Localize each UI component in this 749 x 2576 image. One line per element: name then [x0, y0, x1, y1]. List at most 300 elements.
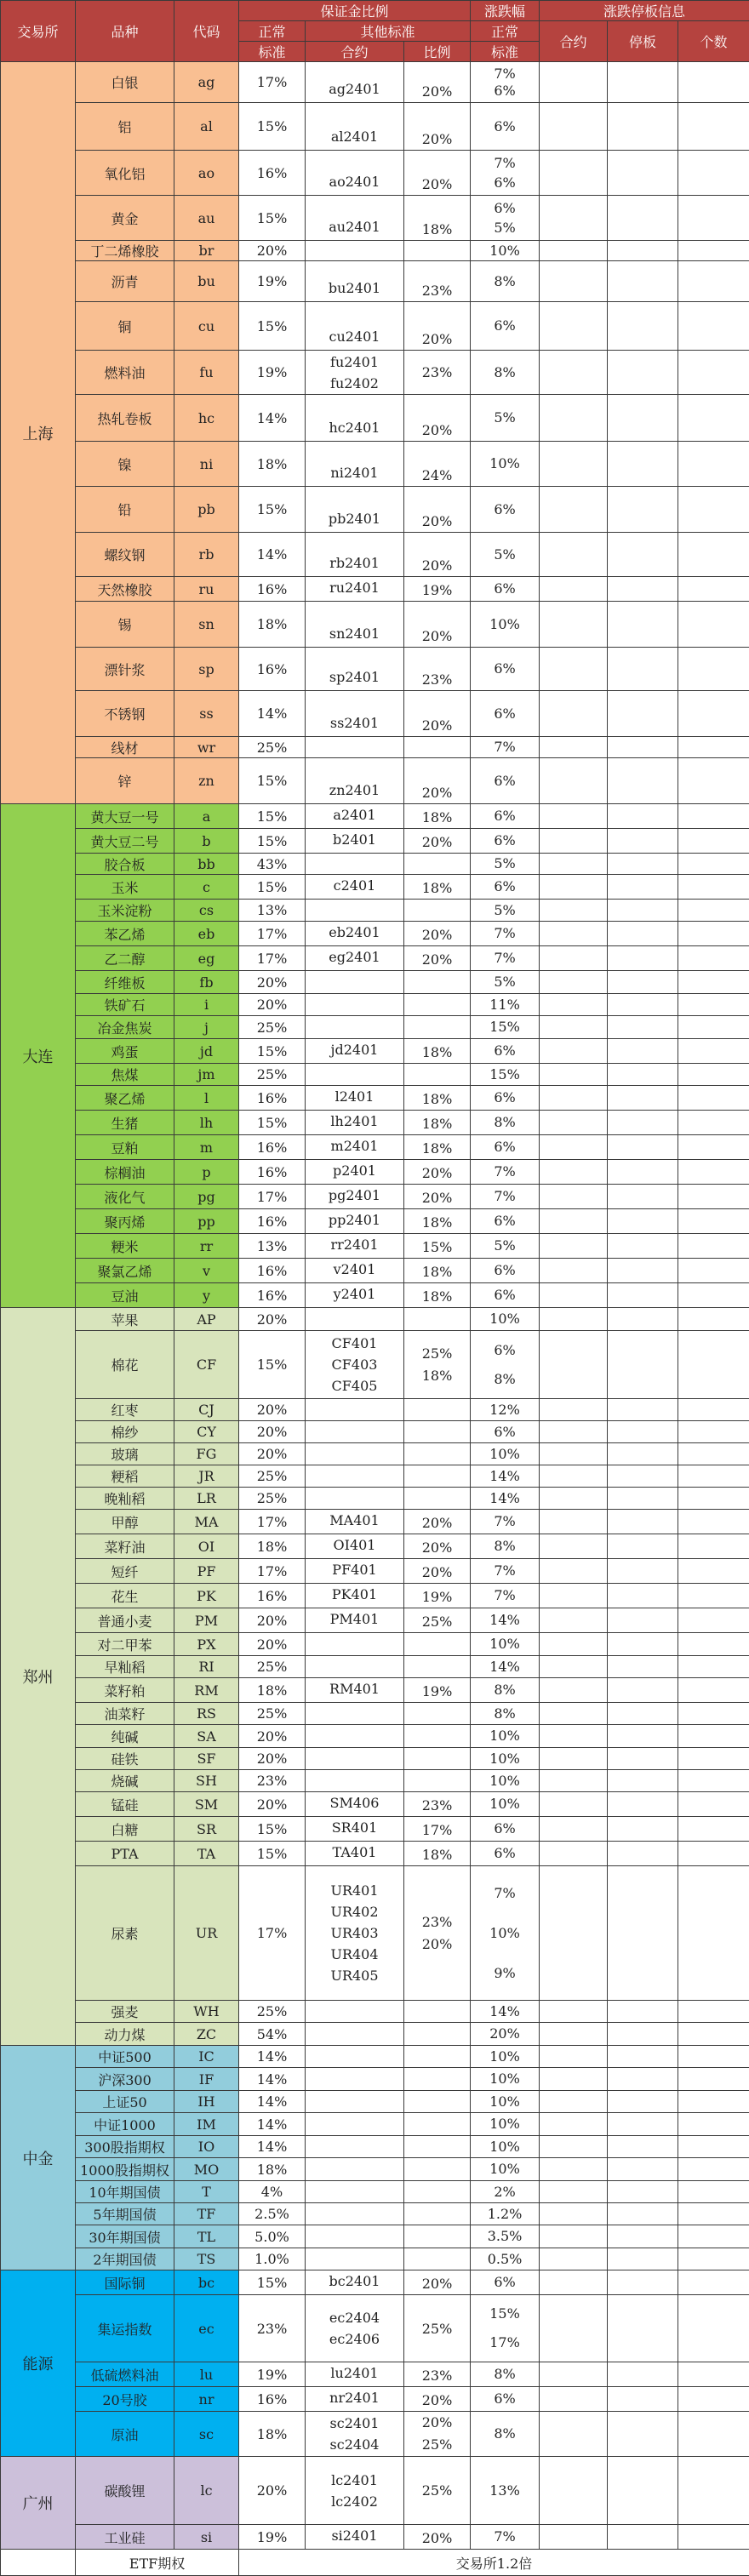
contract-cell [306, 875, 404, 900]
info-contract [540, 351, 608, 395]
limit-value: 1.2% [471, 2206, 539, 2223]
limit-cell [471, 2525, 540, 2550]
limit-cell [471, 487, 540, 533]
variety-code: rb [174, 533, 239, 577]
ratio-cell [404, 1792, 471, 1817]
info-contract [540, 2181, 608, 2203]
contract-cell [306, 2136, 404, 2158]
contract-cell [306, 2525, 404, 2550]
info-count [678, 1792, 749, 1817]
info-contract [540, 2158, 608, 2181]
info-count [678, 1308, 749, 1331]
info-stop [608, 2113, 678, 2136]
variety-code: lh [174, 1111, 239, 1135]
info-count [678, 2001, 749, 2023]
info-stop [608, 1488, 678, 1510]
limit-cell [471, 1488, 540, 1510]
info-contract [540, 533, 608, 577]
contract-cell [306, 62, 404, 103]
contract-cell [306, 442, 404, 487]
variety-code: sc [174, 2412, 239, 2457]
limit-value: 8% [471, 273, 539, 290]
info-count [678, 1331, 749, 1399]
info-contract [540, 946, 608, 971]
limit-cell [471, 922, 540, 946]
margin-standard: 14% [239, 395, 306, 442]
ratio-value: 15% [404, 1239, 470, 1255]
ratio-cell [404, 1770, 471, 1792]
variety-code: JR [174, 1465, 239, 1488]
info-stop [608, 1656, 678, 1678]
limit-value: 8% [471, 2366, 539, 2383]
info-stop [608, 1584, 678, 1608]
variety-code: pp [174, 1209, 239, 1234]
contract-cell [306, 2203, 404, 2225]
ratio-value: 20% [404, 2530, 470, 2546]
contract-code: fu2402 [306, 373, 403, 394]
contract-code: sp2401 [306, 666, 403, 688]
limit-cell [471, 1633, 540, 1656]
limit-cell [471, 2387, 540, 2412]
info-contract [540, 1234, 608, 1259]
contract-cell [306, 1086, 404, 1111]
table-row [1, 2362, 749, 2387]
info-contract [540, 922, 608, 946]
ratio-cell [404, 1016, 471, 1039]
table-row [1, 1443, 749, 1465]
info-stop [608, 758, 678, 804]
variety-name: 黄大豆二号 [76, 829, 174, 854]
info-contract [540, 854, 608, 875]
variety-code: RS [174, 1703, 239, 1725]
info-stop [608, 442, 678, 487]
info-stop [608, 395, 678, 442]
limit-cell [471, 442, 540, 487]
info-contract [540, 1656, 608, 1678]
contract-code: SR401 [306, 1817, 403, 1838]
info-stop [608, 829, 678, 854]
exchange-cell: 广州 [1, 2457, 76, 2550]
info-stop [608, 1283, 678, 1308]
info-stop [608, 1259, 678, 1283]
ratio-cell [404, 1135, 471, 1160]
limit-cell [471, 1234, 540, 1259]
info-stop [608, 103, 678, 151]
variety-name: 菜籽粕 [76, 1678, 174, 1703]
limit-value: 6% [471, 2390, 539, 2408]
contract-cell [306, 2158, 404, 2181]
contract-code: bc2401 [306, 2270, 403, 2292]
info-stop [608, 804, 678, 829]
header-margin: 保证金比例 [239, 1, 471, 21]
table-row [1, 946, 749, 971]
contract-code: ec2406 [306, 2328, 403, 2350]
table-row [1, 875, 749, 900]
info-count [678, 1160, 749, 1185]
info-count [678, 2091, 749, 2113]
margin-standard: 15% [239, 829, 306, 854]
ratio-cell [404, 395, 471, 442]
margin-standard: 20% [239, 1608, 306, 1633]
table-row [1, 2295, 749, 2362]
table-row [1, 2068, 749, 2091]
info-count [678, 922, 749, 946]
table-row [1, 1748, 749, 1770]
limit-value: 8% [471, 1365, 539, 1394]
limit-value: 8% [471, 364, 539, 381]
limit-cell [471, 62, 540, 103]
limit-value: 11% [471, 997, 539, 1014]
contract-cell [306, 1770, 404, 1792]
limit-cell [471, 577, 540, 602]
margin-standard: 14% [239, 2046, 306, 2068]
limit-cell [471, 1135, 540, 1160]
variety-name: 棉花 [76, 1331, 174, 1399]
table-row [1, 2457, 749, 2525]
info-stop [608, 1534, 678, 1559]
limit-value: 7% [471, 153, 539, 173]
ratio-value: 20% [404, 131, 470, 147]
variety-name: 动力煤 [76, 2023, 174, 2046]
info-contract [540, 1421, 608, 1443]
margin-standard: 15% [239, 1842, 306, 1866]
info-stop [608, 971, 678, 994]
variety-code: pb [174, 487, 239, 533]
variety-code: T [174, 2181, 239, 2203]
info-contract [540, 2046, 608, 2068]
contract-cell [306, 1135, 404, 1160]
variety-name: 甲醇 [76, 1510, 174, 1534]
contract-code: eg2401 [306, 946, 403, 968]
ratio-value: 20% [404, 513, 470, 529]
margin-standard: 15% [239, 1817, 306, 1842]
limit-value: 6% [471, 1262, 539, 1279]
info-stop [608, 2046, 678, 2068]
header-info-stop: 停板 [608, 21, 678, 62]
contract-code: p2401 [306, 1160, 403, 1181]
ratio-cell [404, 1510, 471, 1534]
table-row [1, 2046, 749, 2068]
variety-name: 聚乙烯 [76, 1086, 174, 1111]
variety-code: PM [174, 1608, 239, 1633]
ratio-cell [404, 103, 471, 151]
limit-value: 14% [471, 1659, 539, 1676]
limit-cell [471, 2225, 540, 2248]
limit-value: 8% [471, 2425, 539, 2442]
ratio-cell [404, 151, 471, 196]
limit-value: 10% [471, 2161, 539, 2178]
limit-value: 6% [471, 1213, 539, 1230]
margin-standard: 16% [239, 1160, 306, 1185]
contract-cell [306, 1510, 404, 1534]
info-stop [608, 1510, 678, 1534]
table-row [1, 1016, 749, 1039]
limit-value: 7% [471, 1188, 539, 1205]
info-contract [540, 1608, 608, 1633]
variety-name: 中证1000 [76, 2113, 174, 2136]
margin-standard: 17% [239, 62, 306, 103]
variety-name: 铜 [76, 302, 174, 351]
limit-value: 6% [471, 1042, 539, 1060]
margin-standard: 25% [239, 1488, 306, 1510]
limit-cell [471, 946, 540, 971]
info-contract [540, 62, 608, 103]
limit-cell [471, 2046, 540, 2068]
table-row [1, 2136, 749, 2158]
margin-standard: 16% [239, 648, 306, 691]
table-row [1, 829, 749, 854]
variety-name: 玻璃 [76, 1443, 174, 1465]
contract-cell [306, 1331, 404, 1399]
limit-cell [471, 2203, 540, 2225]
variety-code: IM [174, 2113, 239, 2136]
variety-name: 菜籽油 [76, 1534, 174, 1559]
contract-cell [306, 971, 404, 994]
table-row [1, 2113, 749, 2136]
info-stop [608, 1234, 678, 1259]
table-row [1, 1086, 749, 1111]
limit-value: 10% [471, 1913, 539, 1953]
info-count [678, 900, 749, 922]
ratio-value: 23% [404, 283, 470, 299]
limit-cell [471, 2362, 540, 2387]
contract-cell [306, 1465, 404, 1488]
exchange-cell: 大连 [1, 804, 76, 1308]
limit-cell [471, 2001, 540, 2023]
table-row [1, 922, 749, 946]
variety-code: PX [174, 1633, 239, 1656]
ratio-cell [404, 691, 471, 737]
info-stop [608, 351, 678, 395]
info-count [678, 351, 749, 395]
limit-cell [471, 1866, 540, 2001]
margin-standard: 25% [239, 1016, 306, 1039]
contract-code: zn2401 [306, 780, 403, 801]
info-contract [540, 691, 608, 737]
limit-value: 10% [471, 1728, 539, 1745]
limit-value: 8% [471, 1705, 539, 1722]
contract-cell [306, 2091, 404, 2113]
contract-cell [306, 1633, 404, 1656]
variety-name: 漂针浆 [76, 648, 174, 691]
info-stop [608, 2001, 678, 2023]
info-contract [540, 1510, 608, 1534]
info-count [678, 875, 749, 900]
limit-cell [471, 1725, 540, 1748]
limit-value: 7% [471, 925, 539, 942]
limit-value: 5% [471, 902, 539, 919]
contract-code: pb2401 [306, 508, 403, 529]
info-stop [608, 2136, 678, 2158]
margin-standard: 14% [239, 2136, 306, 2158]
margin-standard: 18% [239, 1534, 306, 1559]
info-count [678, 62, 749, 103]
table-row [1, 395, 749, 442]
info-contract [540, 1770, 608, 1792]
info-count [678, 1656, 749, 1678]
limit-cell [471, 241, 540, 261]
table-row [1, 103, 749, 151]
contract-code: pp2401 [306, 1209, 403, 1231]
ratio-value: 17% [404, 1822, 470, 1838]
info-contract [540, 2270, 608, 2295]
contract-code: ru2401 [306, 577, 403, 598]
limit-cell [471, 196, 540, 241]
variety-name: 棕榈油 [76, 1160, 174, 1185]
margin-standard: 14% [239, 691, 306, 737]
contract-code: SM406 [306, 1792, 403, 1813]
variety-name: 中证500 [76, 2046, 174, 2068]
variety-code: ZC [174, 2023, 239, 2046]
contract-cell [306, 2046, 404, 2068]
margin-standard: 20% [239, 241, 306, 261]
info-count [678, 602, 749, 648]
ratio-cell [404, 1534, 471, 1559]
variety-name: 强麦 [76, 2001, 174, 2023]
ratio-cell [404, 1039, 471, 1064]
limit-cell [471, 1209, 540, 1234]
info-count [678, 2158, 749, 2181]
limit-cell [471, 737, 540, 758]
variety-name: 豆粕 [76, 1135, 174, 1160]
ratio-cell [404, 2270, 471, 2295]
info-count [678, 2270, 749, 2295]
ratio-cell [404, 2046, 471, 2068]
variety-code: RI [174, 1656, 239, 1678]
ratio-value: 18% [404, 221, 470, 237]
info-contract [540, 1748, 608, 1770]
ratio-cell [404, 1111, 471, 1135]
ratio-value: 18% [404, 1116, 470, 1132]
limit-cell [471, 351, 540, 395]
contract-cell [306, 2225, 404, 2248]
table-row [1, 648, 749, 691]
contract-cell [306, 691, 404, 737]
variety-code: SA [174, 1725, 239, 1748]
margin-standard: 18% [239, 602, 306, 648]
info-stop [608, 577, 678, 602]
table-row [1, 2181, 749, 2203]
limit-cell [471, 1678, 540, 1703]
margin-standard: 20% [239, 1633, 306, 1656]
table-row [1, 1725, 749, 1748]
info-contract [540, 1842, 608, 1866]
info-count [678, 1421, 749, 1443]
info-contract [540, 2248, 608, 2270]
info-contract [540, 900, 608, 922]
limit-value: 15% [471, 2299, 539, 2328]
variety-name: 丁二烯橡胶 [76, 241, 174, 261]
info-contract [540, 1725, 608, 1748]
limit-cell [471, 2181, 540, 2203]
margin-standard: 20% [239, 994, 306, 1016]
ratio-value: 19% [404, 1589, 470, 1605]
variety-name: 苯乙烯 [76, 922, 174, 946]
margin-standard: 20% [239, 1725, 306, 1748]
info-contract [540, 487, 608, 533]
info-contract [540, 1817, 608, 1842]
info-contract [540, 875, 608, 900]
info-count [678, 1234, 749, 1259]
contract-code: lh2401 [306, 1111, 403, 1132]
info-contract [540, 1135, 608, 1160]
variety-name: 粳稻 [76, 1465, 174, 1488]
info-stop [608, 1842, 678, 1866]
contract-code: m2401 [306, 1135, 403, 1157]
info-count [678, 1608, 749, 1633]
variety-code: FG [174, 1443, 239, 1465]
ratio-cell [404, 2203, 471, 2225]
contract-cell [306, 2362, 404, 2387]
ratio-value: 18% [404, 880, 470, 896]
contract-cell [306, 1866, 404, 2001]
margin-standard: 15% [239, 1039, 306, 1064]
table-row [1, 1234, 749, 1259]
contract-cell [306, 241, 404, 261]
margin-standard: 20% [239, 1443, 306, 1465]
ratio-cell [404, 922, 471, 946]
ratio-cell [404, 1633, 471, 1656]
ratio-cell [404, 1488, 471, 1510]
table-row [1, 1331, 749, 1399]
info-stop [608, 1817, 678, 1842]
info-count [678, 1770, 749, 1792]
limit-value: 5% [471, 546, 539, 563]
limit-value: 12% [471, 1402, 539, 1419]
limit-value: 6% [471, 2274, 539, 2291]
limit-value: 14% [471, 2003, 539, 2020]
ratio-cell [404, 62, 471, 103]
contract-cell [306, 737, 404, 758]
limit-cell [471, 875, 540, 900]
ratio-value: 18% [404, 1044, 470, 1060]
limit-value: 5% [471, 218, 539, 237]
info-stop [608, 1135, 678, 1160]
limit-value: 6% [471, 501, 539, 518]
contract-cell [306, 2295, 404, 2362]
info-count [678, 2362, 749, 2387]
ratio-cell [404, 1308, 471, 1331]
contract-code: sc2404 [306, 2434, 403, 2455]
variety-code: SF [174, 1748, 239, 1770]
contract-code: y2401 [306, 1283, 403, 1305]
limit-value: 6% [471, 580, 539, 597]
limit-value: 14% [471, 1612, 539, 1629]
info-contract [540, 2091, 608, 2113]
limit-value: 10% [471, 2139, 539, 2156]
limit-value: 9% [471, 1953, 539, 1993]
contract-code: hc2401 [306, 417, 403, 438]
etf-empty [1, 2550, 76, 2576]
limit-value: 10% [471, 2093, 539, 2110]
variety-code: SH [174, 1770, 239, 1792]
variety-code: WH [174, 2001, 239, 2023]
limit-value: 6% [471, 808, 539, 825]
variety-code: IF [174, 2068, 239, 2091]
variety-name: 早籼稻 [76, 1656, 174, 1678]
ratio-cell [404, 829, 471, 854]
variety-name: 焦煤 [76, 1064, 174, 1086]
ratio-value: 18% [404, 1140, 470, 1157]
variety-code: IO [174, 2136, 239, 2158]
variety-name: 10年期国债 [76, 2181, 174, 2203]
contract-cell [306, 351, 404, 395]
info-stop [608, 1703, 678, 1725]
variety-code: cs [174, 900, 239, 922]
variety-name: 锰硅 [76, 1792, 174, 1817]
variety-code: AP [174, 1308, 239, 1331]
info-stop [608, 1559, 678, 1584]
